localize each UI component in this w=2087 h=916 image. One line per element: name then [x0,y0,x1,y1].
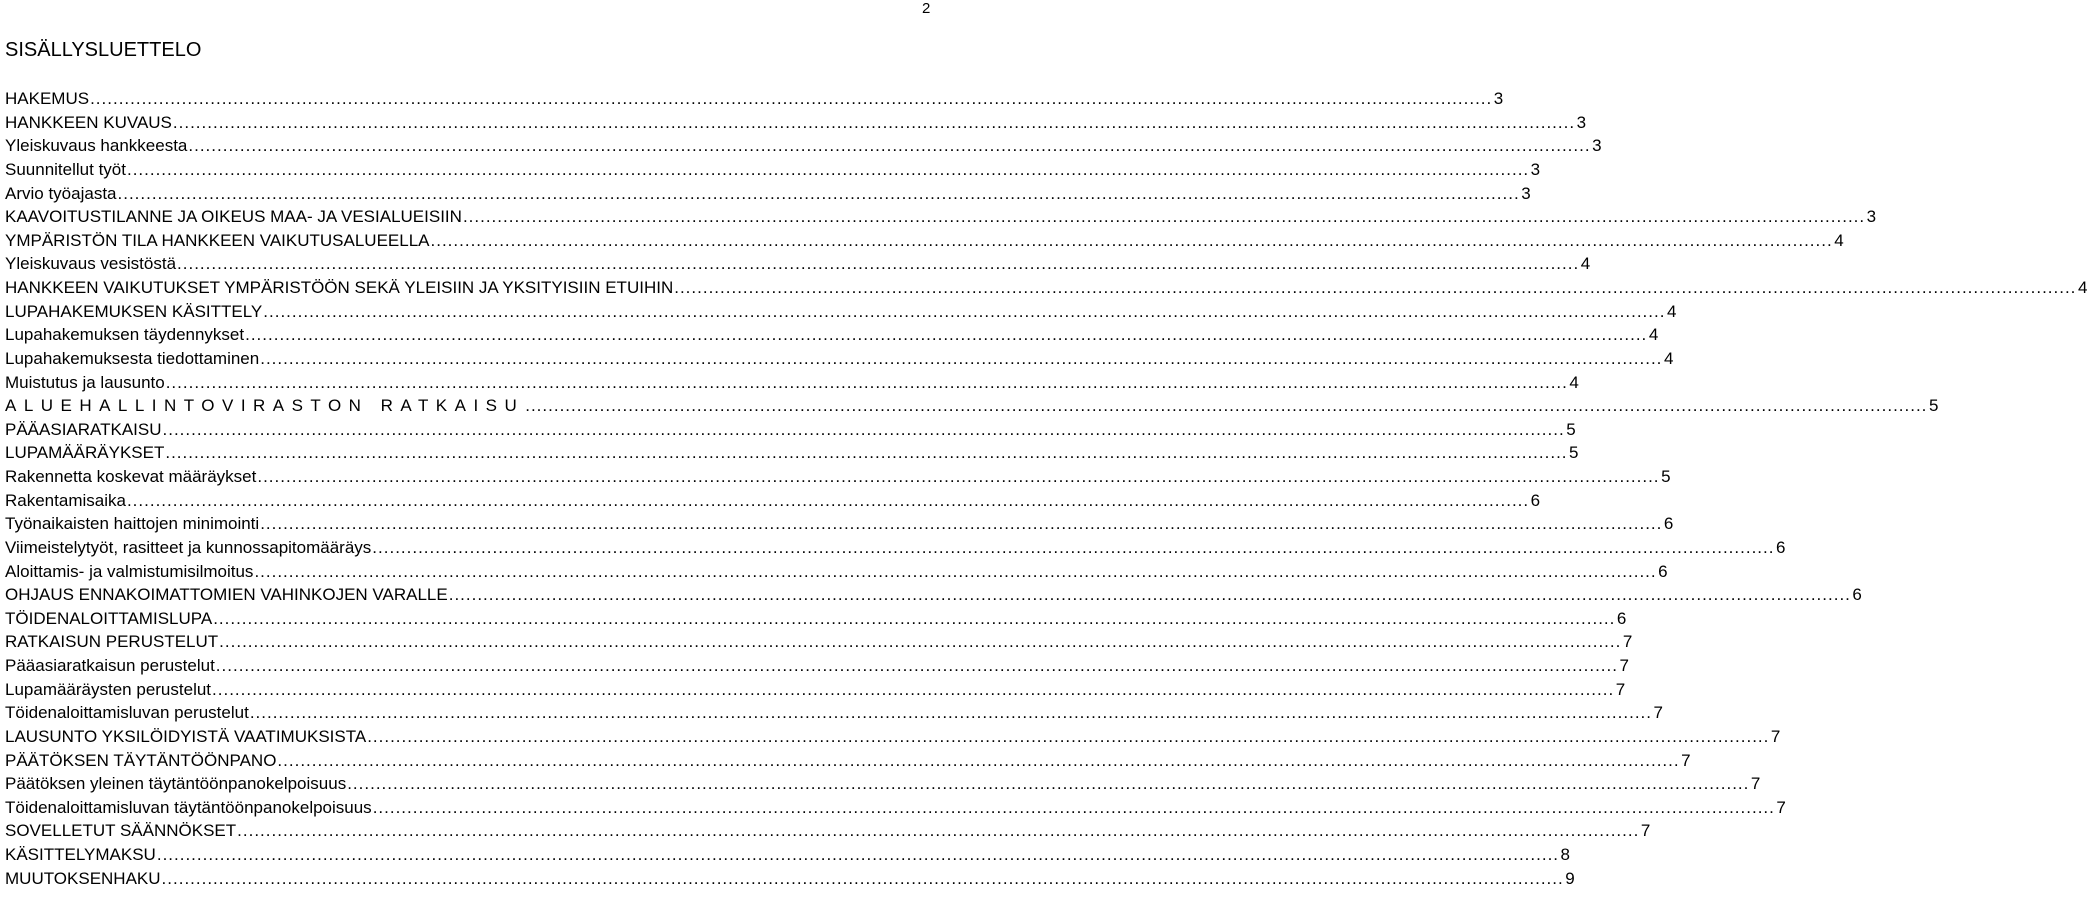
toc-entry-page: 4 [1580,254,1591,274]
table-of-contents [5,87,2087,890]
toc-entry[interactable] [5,560,1668,584]
dot-leader [260,512,1662,536]
toc-entry[interactable] [5,701,1663,725]
dot-leader [127,158,1529,182]
toc-entry-page: 5 [1569,443,1579,463]
toc-entry-label: PÄÄTÖKSEN TÄYTÄNTÖÖNPANO [5,750,277,770]
dot-leader [177,252,1579,276]
toc-entry-page: 3 [1592,136,1602,156]
toc-entry[interactable] [5,111,1587,135]
toc-entry-label: Arvio työajasta [5,183,117,203]
dot-leader [216,654,1618,678]
toc-entry-label: Lupamääräysten perustelut [5,679,212,699]
toc-entry-page: 6 [1658,561,1668,581]
dot-leader [260,347,1662,371]
toc-entry[interactable] [5,323,1659,347]
toc-entry-label: HANKKEEN VAIKUTUKSET YMPÄRISTÖÖN SEKÄ YLEISIIN JA YKSITYISIIN ETUIHIN [5,278,674,297]
toc-entry[interactable] [5,441,1579,465]
toc-entry[interactable] [5,158,1541,182]
dot-leader [237,819,1639,843]
toc-entry-label: Lupahakemuksen täydennykset [5,325,245,345]
toc-entry-page: 4 [1666,301,1677,321]
toc-entry-page: 3 [1576,112,1587,132]
toc-entry-page: 7 [1615,679,1626,699]
toc-entry-page: 6 [1776,537,1786,557]
toc-entry-label: Rakentamisaika [5,490,126,510]
toc-entry[interactable] [5,725,1781,749]
dot-leader [127,489,1529,513]
toc-entry[interactable] [5,536,1786,560]
toc-entry-label: Yleiskuvaus vesistöstä [5,254,177,274]
dot-leader [118,182,1520,206]
toc-entry[interactable] [5,843,1571,867]
toc-entry-page: 7 [1622,632,1633,652]
toc-entry-label: SOVELLETUT SÄÄNNÖKSET [5,821,237,841]
toc-entry-label: Töidenaloittamisluvan täytäntöönpanokelpoisuus [5,797,372,817]
dot-leader [188,134,1590,158]
toc-entry[interactable] [5,465,1671,489]
toc-entry-page: 6 [1663,514,1674,534]
toc-entry-label: Rakennetta koskevat määräykset [5,467,257,486]
dot-leader [431,229,1833,253]
dot-leader [165,441,1567,465]
toc-entry-page: 5 [1928,396,1939,416]
toc-entry[interactable] [5,819,1651,843]
toc-entry-label: Suunnitellut työt [5,159,126,179]
toc-entry-label: Viimeistelytyöt, rasitteet ja kunnossapitomääräys [5,537,372,557]
dot-leader [173,111,1575,135]
toc-entry-label: Päätöksen yleinen täytäntöönpanokelpoisuus [5,774,347,794]
toc-entry-label: LUPAMÄÄRÄYKSET [5,443,165,463]
toc-entry-page: 6 [1616,608,1627,628]
toc-entry-page: 4 [2077,278,2087,297]
dot-leader [166,371,1568,395]
dot-leader [90,87,1492,111]
toc-entry[interactable] [5,867,1575,891]
toc-entry-label: Lupahakemuksesta tiedottaminen [5,348,260,368]
dot-leader [162,867,1564,891]
dot-leader [254,560,1656,584]
toc-entry[interactable] [5,182,1531,206]
dot-leader [213,607,1615,631]
toc-entry[interactable] [5,300,1677,324]
toc-entry-label: ALUEHALLINTOVIRASTON RATKAISU [5,396,525,416]
dot-leader [219,630,1621,654]
dot-leader [163,418,1565,442]
dot-leader [250,701,1652,725]
dot-leader [257,465,1659,489]
toc-entry-page: 3 [1866,207,1877,227]
toc-entry-label: Aloittamis- ja valmistumisilmoitus [5,561,254,581]
toc-entry-page: 4 [1663,348,1674,368]
toc-entry-page: 5 [1661,467,1671,486]
toc-entry-page: 4 [1834,230,1844,250]
toc-entry-label: Muistutus ja lausunto [5,372,165,392]
toc-entry[interactable] [5,229,1844,253]
toc-entry-page: 3 [1530,159,1541,179]
toc-entry[interactable] [5,772,1761,796]
toc-entry[interactable] [5,205,1877,229]
dot-leader [525,394,1927,418]
toc-entry[interactable] [5,276,2087,300]
toc-entry-page: 4 [1569,372,1579,392]
toc-entry[interactable] [5,418,1576,442]
toc-entry-label: Työnaikaisten haittojen minimointi [5,514,260,534]
toc-entry[interactable] [5,252,1591,276]
dot-leader [263,300,1665,324]
dot-leader [449,583,1851,607]
dot-leader [347,772,1749,796]
toc-entry-page: 3 [1493,89,1504,108]
toc-entry[interactable] [5,134,1602,158]
toc-entry-page: 5 [1566,419,1576,439]
toc-entry[interactable] [5,796,1786,820]
toc-entry-page: 9 [1565,868,1575,888]
toc-entry[interactable] [5,347,1674,371]
toc-entry-label: Pääasiaratkaisun perustelut [5,656,215,675]
toc-entry-page: 7 [1776,797,1786,817]
toc-entry-label: HANKKEEN KUVAUS [5,112,172,132]
dot-leader [373,796,1775,820]
toc-heading: SISÄLLYSLUETTELO [5,39,202,61]
toc-entry-label: KAAVOITUSTILANNE JA OIKEUS MAA- JA VESIALUEISIIN [5,207,462,227]
toc-entry[interactable] [5,630,1633,654]
toc-entry-label: Töidenaloittamisluvan perustelut [5,703,249,723]
toc-entry-page: 8 [1560,845,1571,864]
toc-entry-label: LUPAHAKEMUKSEN KÄSITTELY [5,301,263,321]
toc-entry[interactable] [5,371,1579,395]
toc-entry-page: 7 [1653,703,1663,723]
toc-entry-label: YMPÄRISTÖN TILA HANKKEEN VAIKUTUSALUEELLA [5,230,430,250]
toc-entry[interactable] [5,749,1691,773]
toc-entry-label: RATKAISUN PERUSTELUT [5,632,219,652]
toc-entry[interactable] [5,489,1541,513]
toc-entry-page: 6 [1852,585,1862,605]
toc-entry-page: 7 [1619,656,1629,675]
dot-leader [372,536,1774,560]
toc-entry-page: 6 [1530,490,1541,510]
toc-entry-page: 7 [1770,726,1781,746]
toc-entry[interactable] [5,654,1629,678]
toc-entry-page: 7 [1750,774,1761,794]
toc-entry-page: 4 [1648,325,1659,345]
toc-entry-label: LAUSUNTO YKSILÖIDYISTÄ VAATIMUKSISTA [5,726,367,746]
dot-leader [157,843,1559,867]
dot-leader [245,323,1647,347]
toc-entry-label: TÖIDENALOITTAMISLUPA [5,608,213,628]
toc-entry-label: MUUTOKSENHAKU [5,868,161,888]
toc-entry-label: KÄSITTELYMAKSU [5,845,156,864]
toc-entry-label: OHJAUS ENNAKOIMATTOMIEN VAHINKOJEN VARALLE [5,585,448,605]
dot-leader [674,276,2076,300]
toc-entry-page: 7 [1681,750,1691,770]
toc-entry-label: Yleiskuvaus hankkeesta [5,136,188,156]
toc-entry[interactable] [5,512,1674,536]
toc-entry[interactable] [5,607,1627,631]
toc-entry[interactable] [5,678,1626,702]
toc-entry-label: HAKEMUS [5,89,90,108]
page-number: 2 [922,0,931,17]
toc-entry-page: 3 [1521,183,1531,203]
dot-leader [277,749,1679,773]
dot-leader [463,205,1865,229]
toc-entry-page: 7 [1640,821,1651,841]
dot-leader [212,678,1614,702]
toc-entry[interactable] [5,87,1504,111]
dot-leader [367,725,1769,749]
toc-entry-label: PÄÄASIARATKAISU [5,419,162,439]
toc-entry[interactable] [5,583,1862,607]
toc-entry[interactable] [5,394,1939,418]
